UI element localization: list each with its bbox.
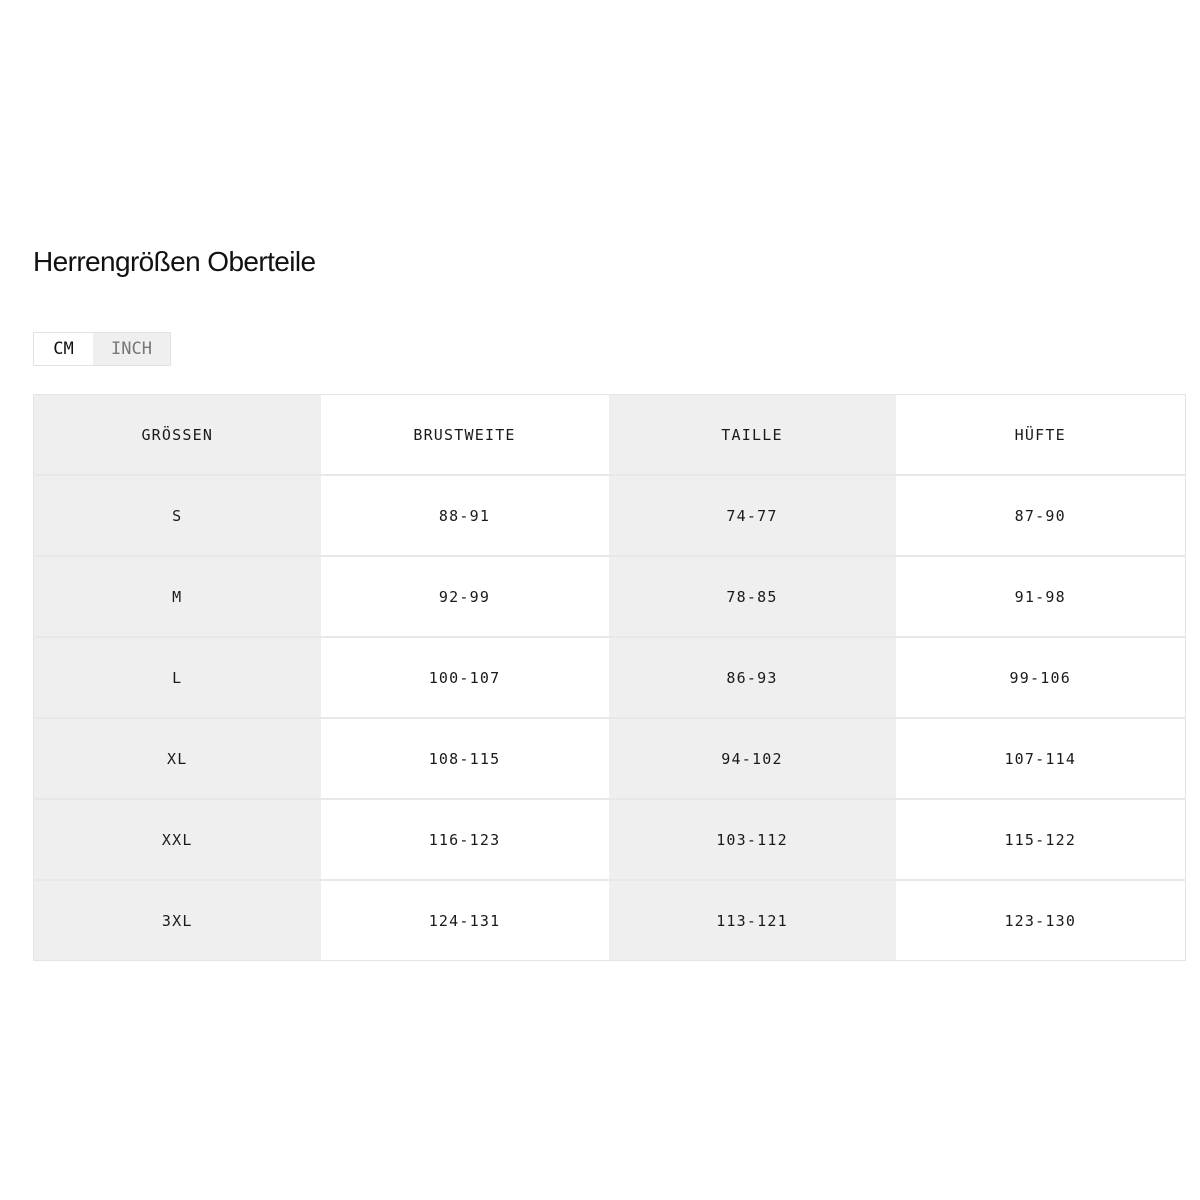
cell-chest: 92-99 — [321, 556, 609, 637]
cell-hip: 91-98 — [896, 556, 1186, 637]
cell-hip: 99-106 — [896, 637, 1186, 718]
cell-waist: 103-112 — [609, 799, 896, 880]
cell-waist: 94-102 — [609, 718, 896, 799]
table-row — [34, 880, 1186, 961]
cell-chest: 108-115 — [321, 718, 609, 799]
header-hip: HÜFTE — [896, 395, 1186, 476]
size-chart-table — [33, 394, 1186, 961]
cell-size: 3XL — [34, 880, 321, 961]
table-row — [34, 637, 1186, 718]
table-row — [34, 799, 1186, 880]
table-header-row — [34, 395, 1186, 476]
cell-chest: 116-123 — [321, 799, 609, 880]
page-title: Herrengrößen Oberteile — [33, 246, 316, 277]
table-row — [34, 718, 1186, 799]
cell-chest: 88-91 — [321, 475, 609, 556]
cell-size: M — [34, 556, 321, 637]
cell-size: XXL — [34, 799, 321, 880]
unit-cm-button[interactable]: CM — [34, 333, 93, 365]
cell-size: S — [34, 475, 321, 556]
cell-size: L — [34, 637, 321, 718]
unit-inch-button[interactable]: INCH — [93, 333, 170, 365]
header-sizes: GRÖSSEN — [34, 395, 321, 476]
header-chest: BRUSTWEITE — [321, 395, 609, 476]
cell-waist: 113-121 — [609, 880, 896, 961]
cell-size: XL — [34, 718, 321, 799]
table-row — [34, 556, 1186, 637]
cell-waist: 78-85 — [609, 556, 896, 637]
cell-chest: 100-107 — [321, 637, 609, 718]
header-waist: TAILLE — [609, 395, 896, 476]
cell-hip: 87-90 — [896, 475, 1186, 556]
cell-chest: 124-131 — [321, 880, 609, 961]
table-row — [34, 475, 1186, 556]
cell-hip: 107-114 — [896, 718, 1186, 799]
cell-waist: 74-77 — [609, 475, 896, 556]
cell-hip: 115-122 — [896, 799, 1186, 880]
cell-hip: 123-130 — [896, 880, 1186, 961]
unit-toggle — [33, 332, 171, 366]
cell-waist: 86-93 — [609, 637, 896, 718]
